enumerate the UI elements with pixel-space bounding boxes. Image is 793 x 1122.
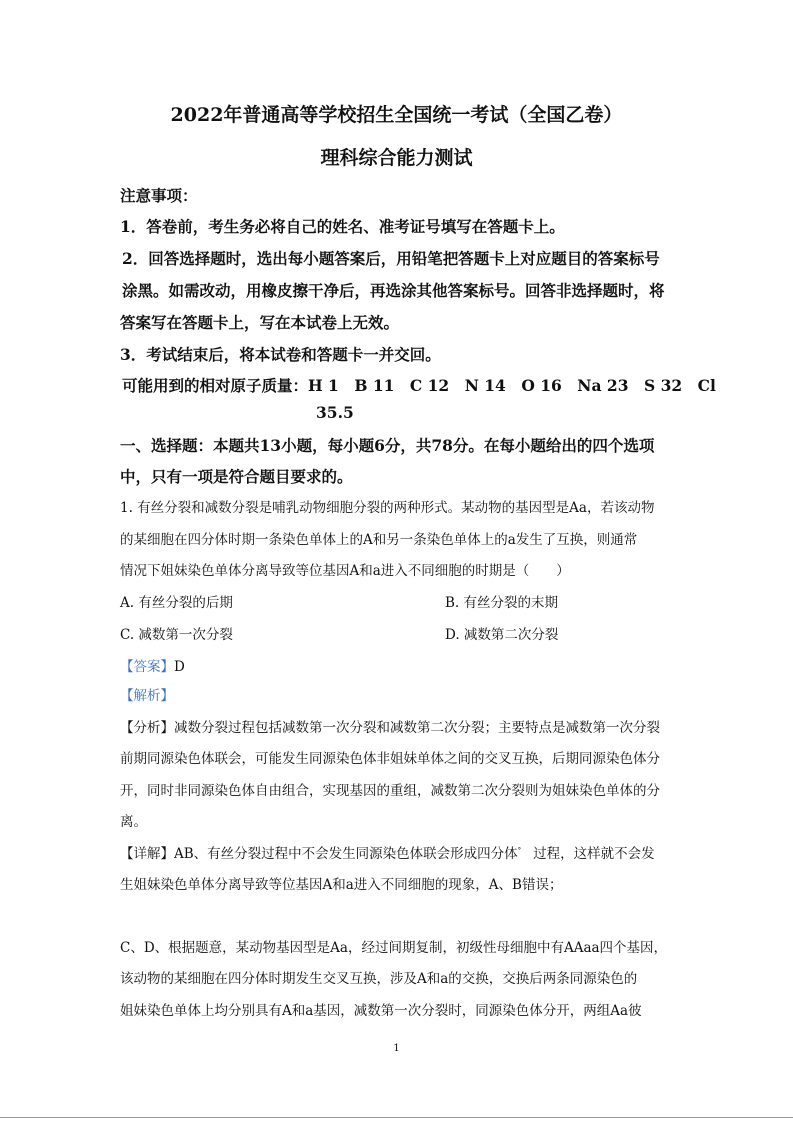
analysis-label: 【解析】 — [120, 688, 174, 704]
notes-heading: 注意事项： — [120, 186, 198, 205]
analysis-fenxi-line-1 — [120, 716, 660, 736]
exam-subtitle: 理科综合能力测试 — [320, 147, 473, 169]
footnote-mark: ° — [517, 846, 522, 855]
analysis-cd-line-2: 该动物的某细胞在四分体时期发生交叉互换，涉及A和a的交换，交换后两条同源染色的 — [120, 971, 638, 987]
exam-title: 2022年普通高等学校招生全国统一考试（全国乙卷） — [170, 104, 623, 126]
atomic-mass-line-2: 35.5 — [316, 403, 354, 422]
xiangjie-text-1a: AB、有丝分裂过程中不会发生同源染色体联会形成四分体 — [174, 846, 518, 862]
xiangjie-text-1b: 过程，这样就不会发 — [533, 846, 655, 862]
option-d: D. 减数第二次分裂 — [445, 627, 559, 643]
fenxi-label: 【分析】 — [120, 720, 174, 736]
page-number: 1 — [393, 1043, 400, 1054]
option-c: C. 减数第一次分裂 — [120, 627, 233, 643]
analysis-xiangjie-line-1 — [120, 842, 655, 862]
note-2-line-1: 2．回答选择题时，选出每小题答案后，用铅笔把答题卡上对应题目的答案标号 — [122, 249, 660, 268]
page-bottom-divider — [0, 1117, 793, 1118]
analysis-xiangjie-line-2: 生姐妹染色单体分离导致等位基因A和a进入不同细胞的现象，A、B错误； — [120, 877, 563, 893]
note-3: 3．考试结束后，将本试卷和答题卡一并交回。 — [120, 345, 441, 364]
answer-value: D — [174, 659, 185, 675]
atomic-mass-line-1: 可能用到的相对原子质量：H 1 B 11 C 12 N 14 O 16 Na 23 S 32 Cl — [122, 376, 716, 395]
question-1-stem-line-1: 1. 有丝分裂和减数分裂是哺乳动物细胞分裂的两种形式。某动物的基因型是Aa，若该动物 — [120, 500, 655, 516]
fenxi-text-1: 减数分裂过程包括减数第一次分裂和减数第二次分裂；主要特点是减数第一次分裂 — [174, 720, 660, 736]
note-2-line-3: 答案写在答题卡上，写在本试卷上无效。 — [120, 313, 400, 332]
analysis-fenxi-line-3: 开，同时非同源染色体自由组合，实现基因的重组，减数第二次分裂则为姐妹染色单体的分 — [120, 783, 660, 799]
analysis-fenxi-line-4: 离。 — [120, 814, 147, 830]
section-heading-line-1: 一、选择题：本题共13小题，每小题6分，共78分。在每小题给出的四个选项 — [120, 436, 655, 455]
section-heading-line-2: 中，只有一项是符合题目要求的。 — [120, 467, 353, 486]
answer-row — [120, 655, 185, 675]
xiangjie-label: 【详解】 — [120, 846, 174, 862]
analysis-cd-line-1: C、D、根据题意，某动物基因型是Aa，经过间期复制，初级性母细胞中有AAaa四个基因， — [120, 940, 668, 956]
option-a: A. 有丝分裂的后期 — [120, 595, 233, 611]
analysis-fenxi-line-2: 前期同源染色体联会，可能发生同源染色体非姐妹单体之间的交叉互换，后期同源染色体分 — [120, 751, 660, 767]
question-1-stem-line-2: 的某细胞在四分体时期一条染色单体上的A和另一条染色单体上的a发生了互换，则通常 — [120, 532, 638, 548]
note-1: 1．答卷前，考生务必将自己的姓名、准考证号填写在答题卡上。 — [120, 217, 565, 236]
analysis-cd-line-3: 姐妹染色单体上均分别具有A和a基因，减数第一次分裂时，同源染色体分开，两组Aa彼 — [120, 1003, 642, 1019]
answer-label: 【答案】 — [120, 659, 174, 675]
option-b: B. 有丝分裂的末期 — [445, 595, 559, 611]
question-1-stem-line-3: 情况下姐妹染色单体分离导致等位基因A和a进入不同细胞的时期是（ ） — [120, 563, 570, 579]
note-2-line-2: 涂黑。如需改动，用橡皮擦干净后，再选涂其他答案标号。回答非选择题时，将 — [122, 281, 665, 300]
